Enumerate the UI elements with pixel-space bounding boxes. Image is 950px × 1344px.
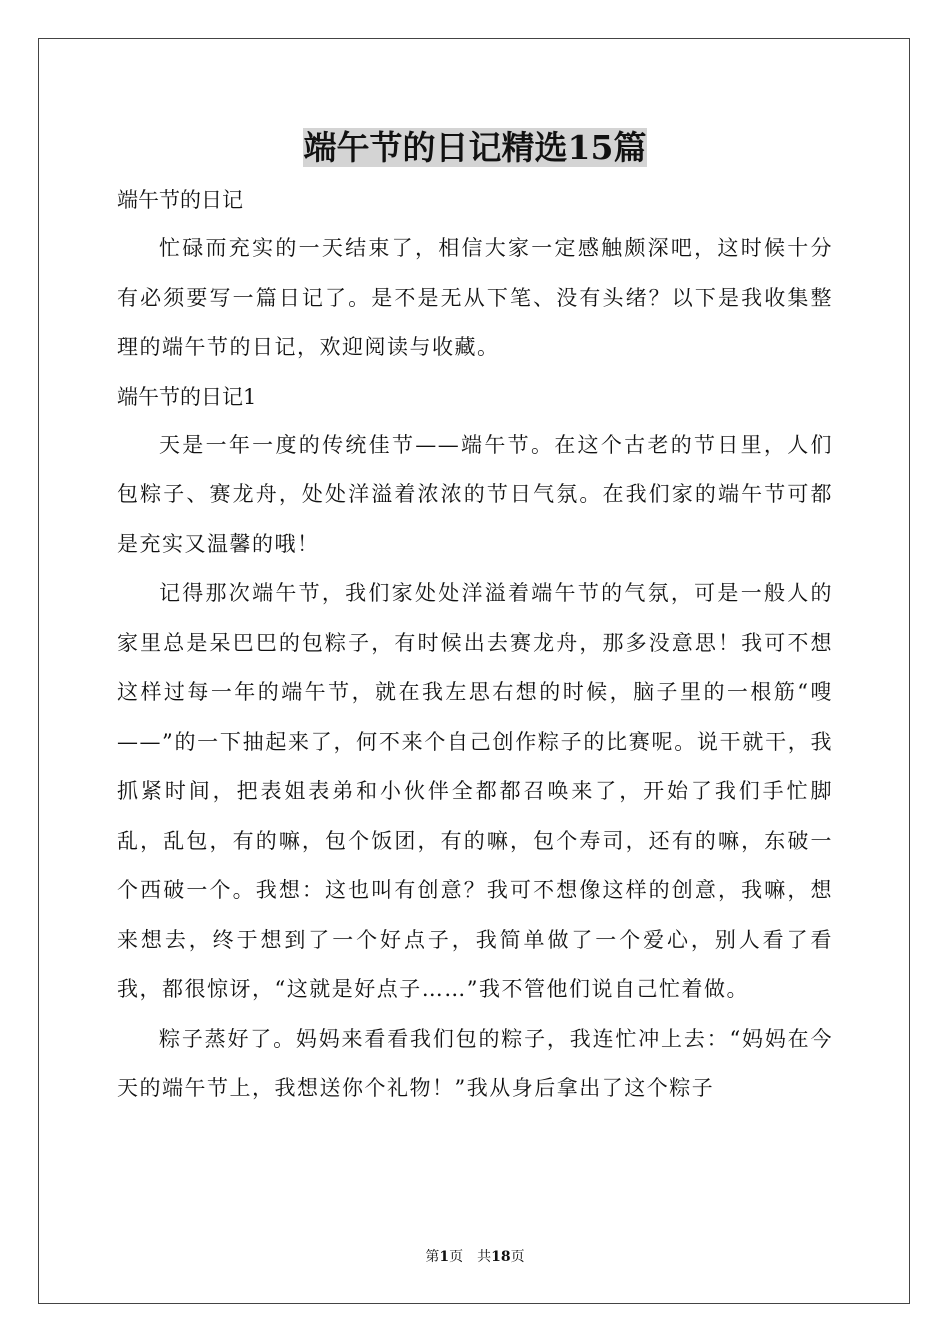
- section-heading: 端午节的日记1: [117, 384, 257, 409]
- intro-paragraph: 忙碌而充实的一天结束了，相信大家一定感触颇深吧，这时候十分有必须要写一篇日记了。是不是无从下笔、没有头绪？以下是我收集整理的端午节的日记，欢迎阅读与收藏。: [117, 236, 833, 359]
- footer-mid: 页 共: [449, 1249, 492, 1265]
- paragraph-3: 粽子蒸好了。妈妈来看看我们包的粽子，我连忙冲上去：“妈妈在今天的端午节上，我想送你个礼物！”我从身后拿出了这个粽子: [117, 1026, 833, 1100]
- footer-prefix: 第: [425, 1249, 440, 1265]
- footer-total-pages: 18: [491, 1249, 511, 1265]
- title-text: 端午节的日记精选15篇: [303, 128, 647, 167]
- document-title: [0, 126, 950, 170]
- page-footer: [0, 1247, 950, 1267]
- paragraph-1: 天是一年一度的传统佳节——端午节。在这个古老的节日里，人们包粽子、赛龙舟，处处洋溢着浓浓的节日气氛。在我们家的端午节可都是充实又温馨的哦！: [117, 432, 833, 556]
- paragraph-2: 记得那次端午节，我们家处处洋溢着端午节的气氛，可是一般人的家里总是呆巴巴的包粽子，有时候出去赛龙舟，那多没意思！我可不想这样过每一年的端午节，就在我左思右想的时候，脑子里的一根筋“嗖——”的一下抽起来了，何不来个自己创作粽子的比赛呢。说干就干，我抓紧时间，把表姐表弟和小伙伴全都都召唤来了，开始了我们手忙脚乱，乱包，有的嘛，包个饭团，有的嘛，包个寿司，还有的嘛，东破一个西破一个。我想：这也叫有创意？我可不想像这样的创意，我嘛，想来想去，终于想到了一个好点子，我简单做了一个爱心，别人看了看我，都很惊讶，“这就是好点子……”我不管他们说自己忙着做。: [117, 581, 833, 1001]
- intro-heading: 端午节的日记: [117, 188, 243, 212]
- footer-page-number: 1: [439, 1249, 450, 1265]
- document-body: [117, 176, 833, 1114]
- footer-suffix: 页: [510, 1249, 525, 1265]
